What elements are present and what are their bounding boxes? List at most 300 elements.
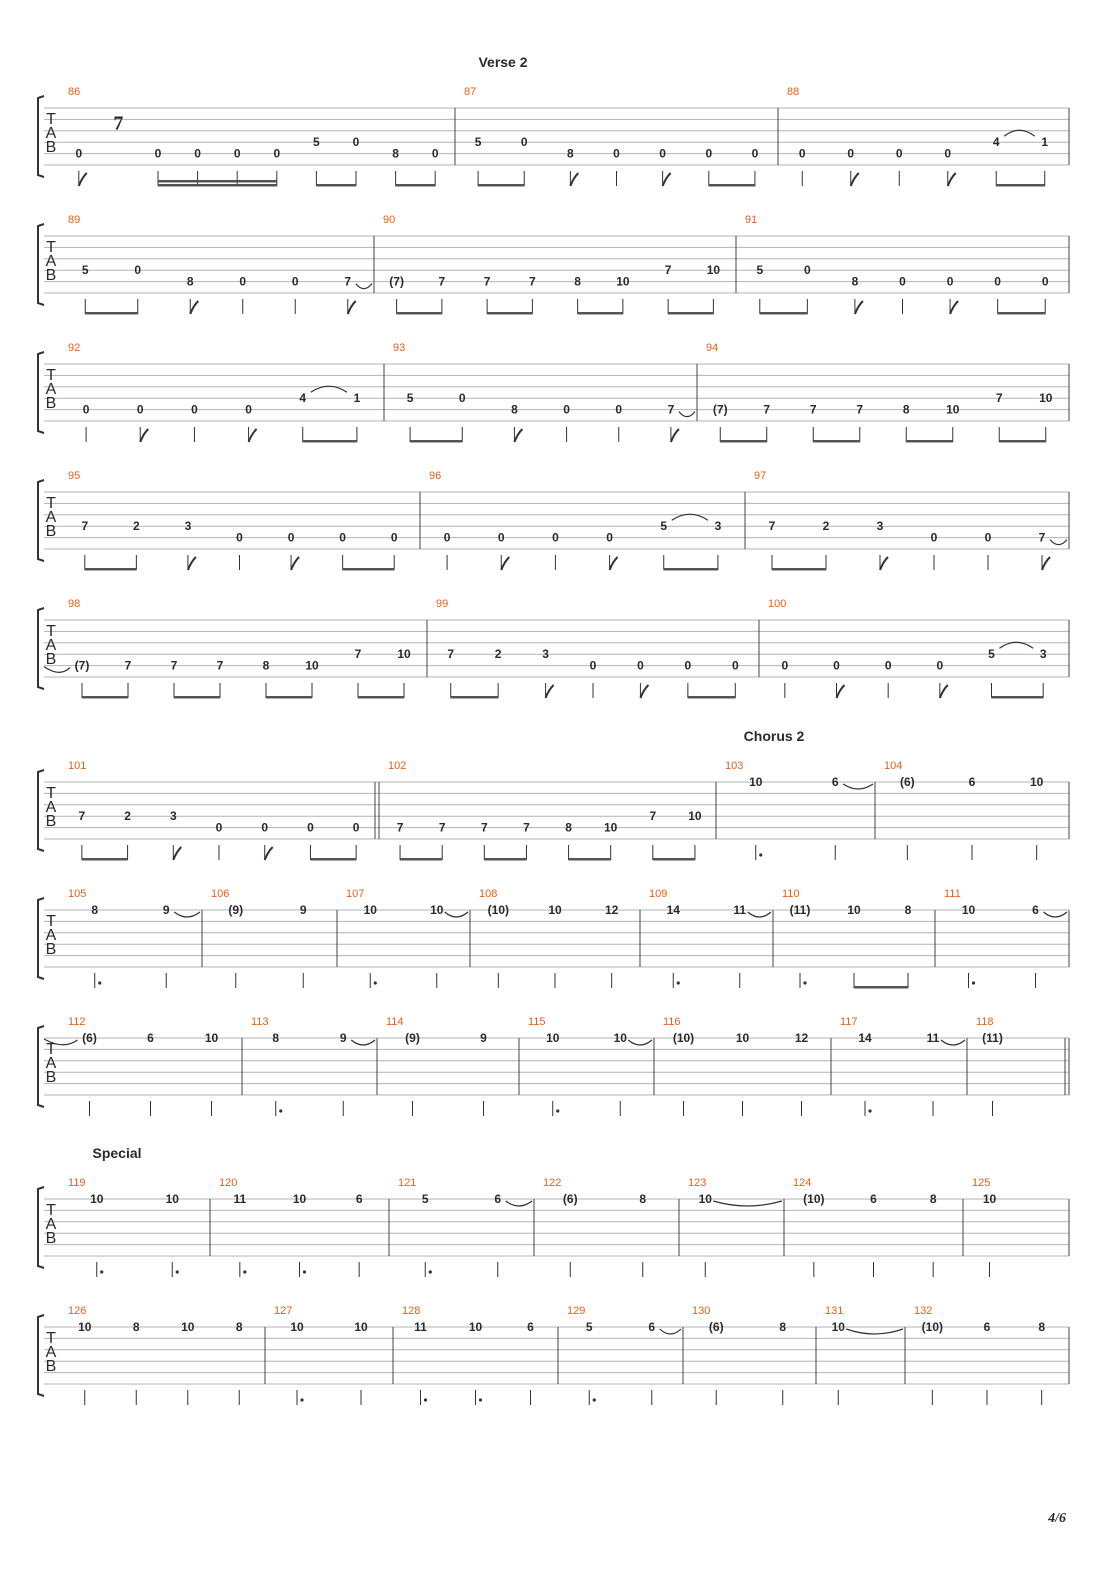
measure-number: 113 [251, 1016, 269, 1028]
note-beam [484, 858, 526, 861]
fret-number: 6 [983, 1320, 991, 1334]
measure-number: 105 [68, 888, 87, 900]
fret-number: 3 [1039, 647, 1047, 662]
fret-number: 0 [613, 146, 620, 161]
measure-number: 95 [68, 470, 81, 482]
fret-number: 8 [902, 402, 910, 417]
eighth-flag [610, 557, 618, 570]
tab-clef-letter: B [45, 139, 57, 156]
measure-number: 101 [68, 760, 87, 772]
duration-dot [98, 981, 101, 984]
fret-number: 6 [355, 1192, 363, 1206]
tie-arc [445, 912, 468, 917]
eighth-flag [514, 429, 522, 442]
fret-number: 0 [944, 146, 952, 161]
note-beam [410, 440, 462, 443]
fret-number: (10) [487, 903, 510, 917]
fret-number: 7 [81, 519, 89, 534]
tie-arc [748, 912, 771, 917]
measure-number: 123 [688, 1177, 707, 1189]
tie-arc [713, 1201, 782, 1206]
fret-number: 7 [344, 274, 352, 289]
note-beam [906, 440, 953, 443]
fret-number: 12 [604, 903, 619, 917]
fret-number: 0 [899, 274, 906, 289]
duration-dot [374, 981, 377, 984]
measure-number: 124 [793, 1177, 812, 1189]
fret-number: 10 [616, 274, 630, 289]
duration-dot [176, 1270, 179, 1273]
fret-number: 0 [154, 146, 162, 161]
tab-clef-letter: B [45, 267, 57, 284]
eighth-flag [671, 429, 679, 442]
fret-number: 6 [147, 1031, 154, 1045]
eighth-flag [291, 557, 299, 570]
fret-number: (11) [789, 903, 811, 917]
eighth-flag [948, 173, 956, 186]
fret-number: 0 [946, 274, 954, 289]
duration-dot [279, 1109, 282, 1112]
tab-clef-letter: A [45, 1055, 57, 1072]
fret-number: 10 [181, 1320, 195, 1334]
fret-number: 6 [870, 1192, 877, 1206]
note-beam [451, 696, 498, 699]
fret-number: 10 [698, 1192, 712, 1206]
fret-number: 9 [339, 1031, 347, 1045]
fret-number: (10) [803, 1192, 825, 1206]
fret-number: 11 [733, 903, 747, 917]
note-beam [85, 568, 137, 571]
fret-number: 0 [930, 530, 938, 545]
measure-number: 127 [274, 1305, 293, 1317]
duration-dot [429, 1270, 432, 1273]
fret-number: 5 [81, 263, 89, 278]
fret-number: 0 [804, 263, 811, 278]
section-title: Special [92, 1145, 142, 1161]
note-beam [158, 184, 277, 187]
tie-arc [660, 1329, 681, 1334]
note-beam [854, 986, 908, 989]
fret-number: 11 [414, 1320, 427, 1334]
duration-dot [303, 1270, 306, 1273]
measure-number: 99 [436, 598, 449, 610]
measure-number: 98 [68, 598, 81, 610]
fret-number: 7 [1038, 530, 1046, 545]
fret-number: 7 [768, 519, 776, 534]
fret-number: 1 [1041, 135, 1049, 150]
fret-number: 6 [494, 1192, 502, 1206]
measure-number: 108 [479, 888, 498, 900]
measure-number: 107 [346, 888, 365, 900]
eighth-rest: 7 [113, 112, 124, 135]
tie-arc [843, 784, 873, 789]
tab-clef-letter: A [45, 799, 57, 816]
fret-number: 0 [458, 391, 466, 406]
fret-number: (6) [562, 1192, 578, 1206]
fret-number: 0 [443, 530, 451, 545]
fret-number: 0 [606, 530, 613, 545]
fret-number: 14 [666, 903, 680, 917]
measure-number: 116 [663, 1016, 681, 1028]
fret-number: 7 [438, 274, 446, 289]
fret-number: 5 [421, 1192, 429, 1206]
fret-number: 0 [563, 402, 570, 417]
eighth-flag [265, 847, 273, 860]
fret-number: 7 [396, 820, 404, 835]
fret-number: 0 [136, 402, 144, 417]
fret-number: 10 [290, 1320, 304, 1334]
note-beam [668, 312, 713, 315]
measure-number: 102 [388, 760, 407, 772]
eighth-flag [855, 301, 863, 314]
fret-number: (6) [708, 1320, 724, 1334]
note-beam [709, 184, 755, 187]
tab-clef-letter: B [45, 1358, 57, 1375]
fret-number: 11 [233, 1192, 247, 1206]
fret-number: 0 [273, 146, 281, 161]
note-beam [396, 184, 436, 187]
fret-number: 10 [90, 1192, 104, 1206]
eighth-flag [140, 429, 148, 442]
measure-number: 128 [402, 1305, 421, 1317]
fret-number: 7 [664, 263, 672, 278]
fret-number: 2 [124, 809, 131, 824]
measure-number: 109 [649, 888, 668, 900]
fret-number: 10 [468, 1320, 483, 1334]
tie-arc [679, 412, 695, 417]
fret-number: 8 [929, 1192, 937, 1206]
fret-number: 0 [833, 658, 840, 673]
duration-dot [803, 981, 806, 984]
eighth-flag [546, 685, 554, 698]
measure-number: 96 [429, 470, 442, 482]
measure-number: 87 [464, 86, 477, 98]
fret-number: 7 [995, 391, 1003, 406]
fret-number: 8 [574, 274, 581, 289]
fret-number: 10 [847, 903, 861, 917]
fret-number: 0 [1041, 274, 1049, 289]
measure-number: 120 [219, 1177, 238, 1189]
measure-number: 121 [398, 1177, 417, 1189]
note-beam [400, 858, 442, 861]
note-beam [688, 696, 735, 699]
measure-number: 103 [725, 760, 744, 772]
measure-number: 115 [528, 1016, 546, 1028]
note-beam [487, 312, 532, 315]
system-brace [38, 608, 44, 689]
eighth-flag [837, 685, 845, 698]
tab-clef-letter: T [46, 495, 56, 512]
fret-number: (11) [982, 1031, 1003, 1045]
eighth-flag [79, 173, 87, 186]
fret-number: 7 [483, 274, 491, 289]
fret-number: 0 [847, 146, 855, 161]
fret-number: 10 [78, 1320, 92, 1334]
eighth-flag [249, 429, 257, 442]
fret-number: 10 [397, 647, 411, 662]
fret-number: 8 [392, 146, 399, 161]
tie-arc [628, 1040, 652, 1045]
fret-number: 0 [589, 658, 597, 673]
fret-number: 0 [307, 820, 314, 835]
measure-number: 126 [68, 1305, 87, 1317]
fret-number: 10 [292, 1192, 307, 1206]
duration-dot [868, 1109, 871, 1112]
fret-number: 3 [714, 519, 722, 534]
fret-number: 0 [731, 658, 739, 673]
measure-number: 114 [386, 1016, 404, 1028]
fret-number: 7 [667, 402, 675, 417]
fret-number: 8 [565, 820, 572, 835]
note-beam [720, 440, 767, 443]
tie-arc [1050, 540, 1067, 545]
fret-number: 7 [529, 274, 536, 289]
fret-number: 3 [184, 519, 192, 534]
fret-number: 8 [567, 146, 574, 161]
tie-arc [351, 1040, 375, 1045]
tab-clef-letter: T [46, 913, 56, 930]
tab-clef-letter: T [46, 623, 56, 640]
measure-number: 93 [393, 342, 406, 354]
eighth-flag [188, 557, 196, 570]
fret-number: 12 [794, 1031, 809, 1045]
fret-number: 10 [548, 903, 562, 917]
fret-number: (7) [389, 274, 404, 289]
note-beam [266, 696, 312, 699]
measure-number: 122 [543, 1177, 562, 1189]
eighth-flag [348, 301, 356, 314]
fret-number: 0 [352, 135, 360, 150]
measure-number: 129 [567, 1305, 586, 1317]
fret-number: (10) [921, 1320, 944, 1334]
duration-dot [759, 853, 762, 856]
tab-clef-letter: A [45, 637, 57, 654]
fret-number: 7 [649, 809, 657, 824]
fret-number: 0 [261, 820, 269, 835]
fret-number: 7 [438, 820, 446, 835]
fret-number: 5 [756, 263, 764, 278]
note-beam [999, 440, 1046, 443]
fret-number: 10 [735, 1031, 750, 1045]
fret-number: 5 [660, 519, 668, 534]
fret-number: 10 [363, 903, 377, 917]
tab-clef-letter: T [46, 1041, 56, 1058]
duration-dot [424, 1398, 427, 1401]
note-beam [578, 312, 623, 315]
fret-number: 9 [480, 1031, 487, 1045]
fret-number: 0 [615, 402, 623, 417]
tab-clef-letter: B [45, 941, 57, 958]
fret-number: 10 [688, 809, 702, 824]
measure-number: 106 [211, 888, 230, 900]
tie-arc [174, 912, 200, 917]
system-brace [38, 480, 44, 561]
measure-number: 89 [68, 214, 81, 226]
fret-number: 8 [904, 903, 912, 917]
fret-number: 7 [523, 820, 530, 835]
fret-number: 0 [215, 820, 223, 835]
tab-clef-letter: B [45, 813, 57, 830]
fret-number: 0 [191, 402, 198, 417]
fret-number: (6) [82, 1031, 97, 1045]
fret-number: 8 [235, 1320, 243, 1334]
fret-number: 5 [474, 135, 482, 150]
system-brace [38, 898, 44, 979]
fret-number: 5 [585, 1320, 593, 1334]
tie-arc [941, 1040, 965, 1045]
fret-number: 8 [186, 274, 194, 289]
fret-number: 3 [542, 647, 549, 662]
note-beam [653, 858, 695, 861]
measure-number: 119 [68, 1177, 86, 1189]
fret-number: 0 [75, 146, 83, 161]
fret-number: 10 [1029, 775, 1044, 789]
fret-number: 2 [822, 519, 830, 534]
measure-number: 132 [914, 1305, 933, 1317]
fret-number: 0 [895, 146, 903, 161]
tab-clef-letter: T [46, 367, 56, 384]
eighth-flag [173, 847, 181, 860]
measure-number: 94 [706, 342, 719, 354]
fret-number: 5 [313, 135, 320, 150]
fret-number: 0 [291, 274, 299, 289]
section-title: Chorus 2 [743, 728, 805, 744]
note-beam [998, 312, 1046, 315]
fret-number: 1 [353, 391, 361, 406]
measure-number: 112 [68, 1016, 86, 1028]
fret-number: 0 [352, 820, 360, 835]
fret-number: 7 [763, 402, 771, 417]
fret-number: 8 [91, 903, 99, 917]
fret-number: 10 [706, 263, 721, 278]
duration-dot [593, 1398, 596, 1401]
note-beam [310, 858, 356, 861]
fret-number: 0 [431, 146, 439, 161]
fret-number: 0 [287, 530, 295, 545]
fret-number: 0 [994, 274, 1001, 289]
note-beam [397, 312, 442, 315]
measure-number: 110 [782, 888, 800, 900]
tie-arc [506, 1201, 532, 1206]
note-beam [996, 184, 1045, 187]
fret-number: 0 [236, 530, 243, 545]
system-brace [38, 96, 44, 177]
measure-number: 131 [825, 1305, 844, 1317]
tie-arc [846, 1329, 903, 1334]
fret-number: 8 [639, 1192, 647, 1206]
system-brace [38, 1187, 44, 1268]
fret-number: 0 [637, 658, 644, 673]
measure-number: 97 [754, 470, 767, 482]
fret-number: 10 [831, 1320, 845, 1334]
measure-number: 130 [692, 1305, 711, 1317]
fret-number: 5 [988, 647, 995, 662]
measure-number: 90 [383, 214, 396, 226]
fret-number: 8 [851, 274, 859, 289]
fret-number: 2 [133, 519, 140, 534]
fret-number: 0 [552, 530, 559, 545]
fret-number: 0 [659, 146, 666, 161]
duration-dot [100, 1270, 103, 1273]
fret-number: 6 [1032, 903, 1039, 917]
tab-clef-letter: A [45, 381, 57, 398]
fret-number: 0 [82, 402, 90, 417]
fret-number: 8 [262, 658, 270, 673]
tab-clef-letter: B [45, 1230, 57, 1247]
fret-number: 0 [884, 658, 892, 673]
fret-number: 7 [170, 658, 178, 673]
note-beam [316, 184, 356, 187]
fret-number: 10 [982, 1192, 997, 1206]
tab-clef-letter: A [45, 125, 57, 142]
fret-number: 2 [494, 647, 502, 662]
fret-number: 0 [705, 146, 713, 161]
fret-number: 10 [946, 402, 960, 417]
fret-number: 6 [968, 775, 976, 789]
fret-number: 10 [749, 775, 763, 789]
fret-number: 10 [305, 658, 319, 673]
measure-number: 118 [976, 1016, 994, 1028]
fret-number: (9) [228, 903, 244, 917]
duration-dot [479, 1398, 482, 1401]
fret-number: 0 [684, 658, 692, 673]
measure-number: 86 [68, 86, 81, 98]
tab-clef-letter: B [45, 395, 57, 412]
fret-number: 0 [233, 146, 241, 161]
note-beam [358, 696, 404, 699]
fret-number: 6 [648, 1320, 656, 1334]
fret-number: 8 [511, 402, 518, 417]
measure-number: 125 [972, 1177, 991, 1189]
tab-clef-letter: A [45, 509, 57, 526]
tab-clef-letter: T [46, 1202, 56, 1219]
fret-number: 8 [779, 1320, 787, 1334]
fret-number: 9 [162, 903, 170, 917]
fret-number: 4 [299, 391, 307, 406]
eighth-flag [501, 557, 509, 570]
eighth-flag [663, 173, 671, 186]
tab-clef-letter: B [45, 523, 57, 540]
fret-number: 0 [245, 402, 252, 417]
tab-clef-letter: T [46, 239, 56, 256]
fret-number: 10 [165, 1192, 179, 1206]
fret-number: 0 [194, 146, 201, 161]
measure-number: 104 [884, 760, 903, 772]
fret-number: 7 [809, 402, 817, 417]
system-brace [38, 224, 44, 305]
fret-number: 10 [546, 1031, 560, 1045]
tie-arc [1044, 912, 1068, 917]
fret-number: 3 [169, 809, 177, 824]
eighth-flag [1042, 557, 1050, 570]
eighth-flag [190, 301, 198, 314]
tab-clef-letter: T [46, 1330, 56, 1347]
note-beam [174, 696, 220, 699]
fret-number: 7 [480, 820, 488, 835]
fret-number: (7) [712, 402, 728, 417]
system-brace [38, 1026, 44, 1107]
fret-number: 0 [339, 530, 346, 545]
measure-number: 117 [840, 1016, 858, 1028]
note-beam [85, 312, 138, 315]
eighth-flag [940, 685, 948, 698]
fret-number: 10 [204, 1031, 219, 1045]
tab-clef-letter: A [45, 253, 57, 270]
fret-number: 9 [299, 903, 307, 917]
eighth-flag [570, 173, 578, 186]
tab-clef-letter: A [45, 1216, 57, 1233]
fret-number: (6) [899, 775, 915, 789]
